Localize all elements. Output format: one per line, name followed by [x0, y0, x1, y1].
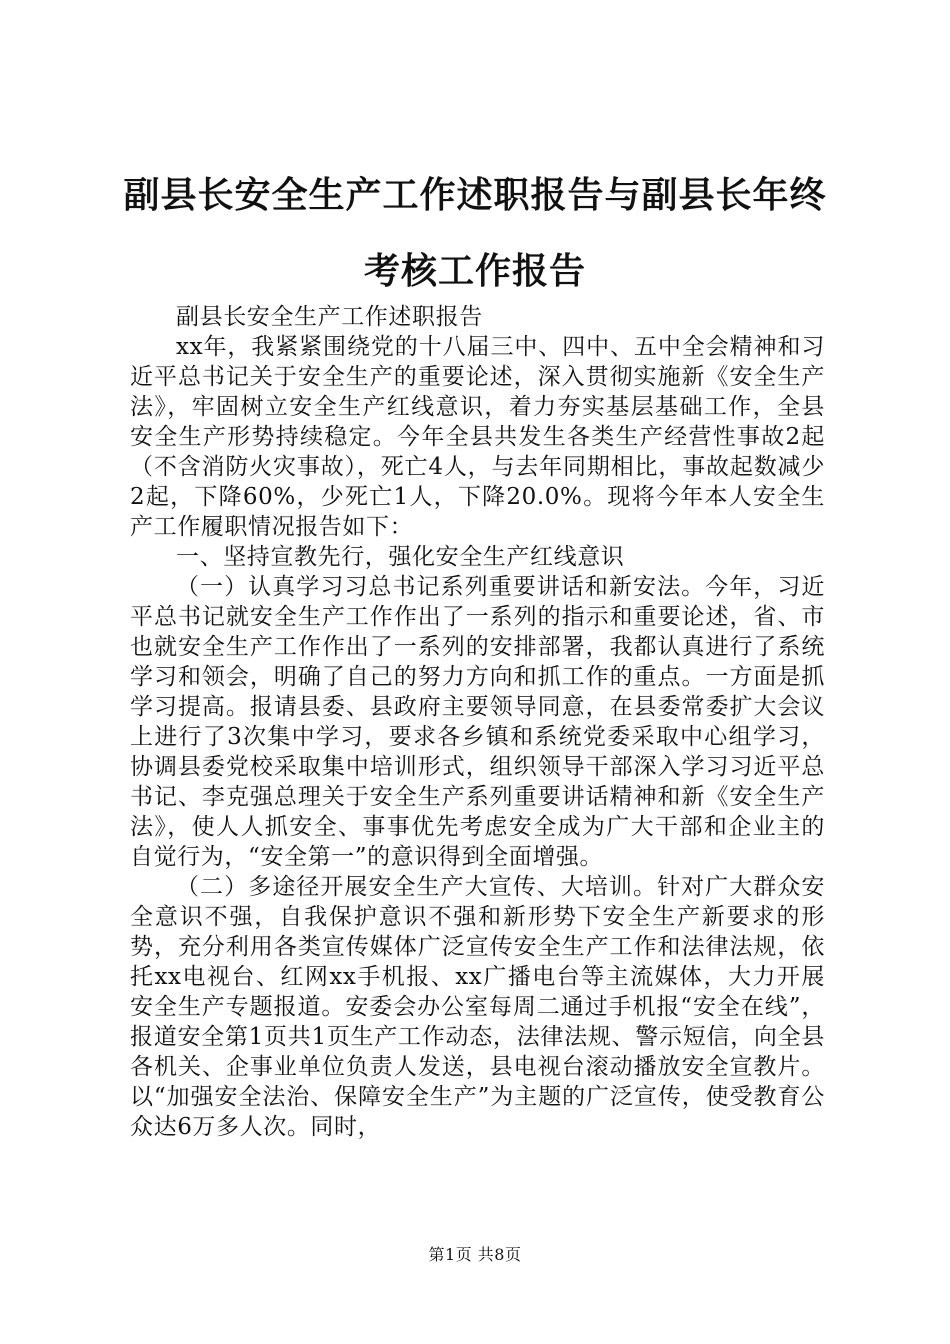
document-title: 副县长安全生产工作述职报告与副县长年终考核工作报告 — [123, 175, 827, 292]
paragraph-subtitle: 副县长安全生产工作述职报告 — [176, 304, 483, 330]
paragraph-item-2: （二）多途径开展安全生产大宣传、大培训。针对广大群众安全意识不强，自我保护意识不强和新形势下安全生产新要求的形势，充分利用各类宣传媒体广泛宣传安全生产工作和法律法规，依托xx电视台、红网xx手机报、xx广播电台等主流媒体，大力开展安全生产专题报道。安委会办公室每周二通过手机报“安全在线”，报道安全第1页共1页生产工作动态，法律法规、警示短信，向全县各机关、企事业单位负责人发送，县电视台滚动播放安全宣教片。以“加强安全法治、保障安全生产”为主题的广泛宣传，使受教育公众达6万多人次。同时， — [130, 874, 825, 1140]
paragraph-intro: xx年，我紧紧围绕党的十八届三中、四中、五中全会精神和习近平总书记关于安全生产的重要论述，深入贯彻实施新《安全生产法》，牢固树立安全生产红线意识，着力夯实基层基础工作，全县安全生产形势持续稳定。今年全县共发生各类生产经营性事故2起（不含消防火灾事故），死亡4人，与去年同期相比，事故起数减少2起，下降60%，少死亡1人，下降20.0%。现将今年本人安全生产工作履职情况报告如下： — [130, 334, 825, 540]
section-heading-1: 一、坚持宣教先行，强化安全生产红线意识 — [176, 544, 625, 570]
page-number-footer: 第1页 共8页 — [428, 1245, 522, 1264]
paragraph-item-1: （一）认真学习习总书记系列重要讲话和新安法。今年，习近平总书记就安全生产工作作出了一系列的指示和重要论述，省、市也就安全生产工作作出了一系列的安排部署，我都认真进行了系统学习和领会，明确了自己的努力方向和抓工作的重点。一方面是抓学习提高。报请县委、县政府主要领导同意，在县委常委扩大会议上进行了3次集中学习，要求各乡镇和系统党委采取中心组学习，协调县委党校采取集中培训形式，组织领导干部深入学习习近平总书记、李克强总理关于安全生产系列重要讲话精神和新《安全生产法》，使人人抓安全、事事优先考虑安全成为广大干部和企业主的自觉行为，“安全第一”的意识得到全面增强。 — [130, 574, 825, 870]
document-body — [130, 302, 825, 1142]
